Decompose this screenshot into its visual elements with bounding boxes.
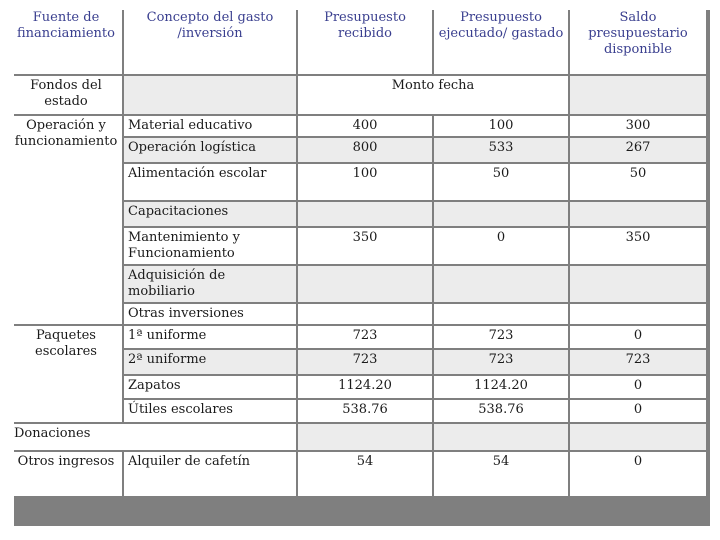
budget-table: [8, 6, 708, 498]
donaciones-label: Donaciones: [10, 424, 296, 450]
executed-cell: 533: [434, 138, 568, 162]
concept-cell: 2ª uniforme: [124, 350, 296, 374]
received-cell: 723: [298, 350, 432, 374]
operacion-label: Operación y funcionamiento: [10, 116, 122, 324]
executed-cell: 50: [434, 164, 568, 200]
concept-cell: Mantenimiento y Funcionamiento: [124, 228, 296, 264]
received-cell: 100: [298, 164, 432, 200]
available-cell: 267: [570, 138, 706, 162]
header-concept: Concepto del gasto /inversión: [124, 8, 296, 74]
received-cell: [298, 304, 432, 324]
otros-label: Otros ingresos: [10, 452, 122, 496]
received-cell: 800: [298, 138, 432, 162]
received-cell: 538.76: [298, 400, 432, 422]
received-cell: 723: [298, 326, 432, 348]
received-cell: 54: [298, 452, 432, 496]
available-cell: [570, 304, 706, 324]
executed-cell: [434, 266, 568, 302]
fondos-empty: [124, 76, 296, 114]
available-cell: 300: [570, 116, 706, 136]
executed-cell: [434, 202, 568, 226]
executed-cell: 54: [434, 452, 568, 496]
received-cell: [298, 202, 432, 226]
executed-cell: 538.76: [434, 400, 568, 422]
fondos-label: Fondos del estado: [10, 76, 122, 114]
empty-cell: [570, 424, 706, 450]
received-cell: 350: [298, 228, 432, 264]
header-executed: Presupuesto ejecutado/ gastado: [434, 8, 568, 74]
fondos-empty-2: [570, 76, 706, 114]
concept-cell: Operación logística: [124, 138, 296, 162]
concept-cell: Material educativo: [124, 116, 296, 136]
monto-fecha: Monto fecha: [298, 76, 568, 114]
received-cell: 400: [298, 116, 432, 136]
empty-cell: [434, 424, 568, 450]
header-received: Presupuesto recibido: [298, 8, 432, 74]
table-row: [10, 116, 706, 136]
table-row: [10, 326, 706, 348]
available-cell: [570, 202, 706, 226]
received-cell: [298, 266, 432, 302]
concept-cell: Alimentación escolar: [124, 164, 296, 200]
available-cell: 0: [570, 326, 706, 348]
header-row: [10, 8, 706, 74]
concept-cell: Zapatos: [124, 376, 296, 398]
available-cell: 350: [570, 228, 706, 264]
executed-cell: 723: [434, 326, 568, 348]
executed-cell: [434, 304, 568, 324]
concept-cell: Adquisición de mobiliario: [124, 266, 296, 302]
header-source: Fuente de financiamiento: [10, 8, 122, 74]
executed-cell: 100: [434, 116, 568, 136]
executed-cell: 0: [434, 228, 568, 264]
concept-cell: 1ª uniforme: [124, 326, 296, 348]
available-cell: 0: [570, 400, 706, 422]
empty-cell: [298, 424, 432, 450]
concept-cell: Capacitaciones: [124, 202, 296, 226]
concept-cell: Útiles escolares: [124, 400, 296, 422]
available-cell: [570, 266, 706, 302]
executed-cell: 723: [434, 350, 568, 374]
concept-cell: Otras inversiones: [124, 304, 296, 324]
available-cell: 0: [570, 376, 706, 398]
available-cell: 0: [570, 452, 706, 496]
paquetes-label: Paquetes escolares: [10, 326, 122, 422]
fondos-row: [10, 76, 706, 114]
donaciones-row: [10, 424, 706, 450]
header-available: Saldo presupuestario disponible: [570, 8, 706, 74]
available-cell: 50: [570, 164, 706, 200]
concept-cell: Alquiler de cafetín: [124, 452, 296, 496]
executed-cell: 1124.20: [434, 376, 568, 398]
available-cell: 723: [570, 350, 706, 374]
table-row: [10, 452, 706, 496]
received-cell: 1124.20: [298, 376, 432, 398]
